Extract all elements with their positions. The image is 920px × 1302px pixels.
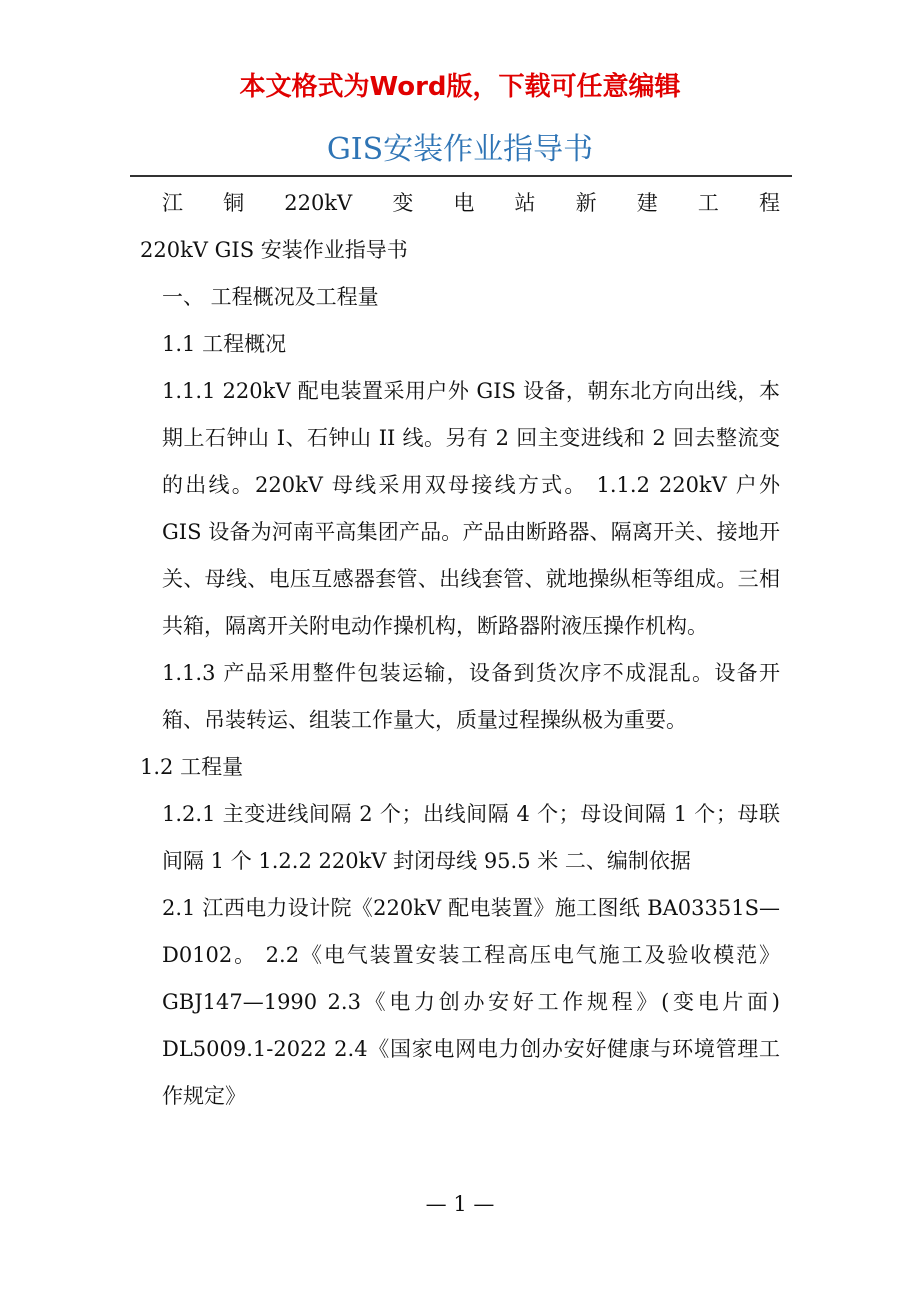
intro-char: 建 — [636, 191, 658, 215]
paragraph-1-2-1: 1.2.1 主变进线间隔 2 个；出线间隔 4 个；母设间隔 1 个；母联间隔 1 个 1.2.2 220kV 封闭母线 95.5 米 二、编制依据 — [162, 802, 780, 873]
intro-char: 程 — [758, 191, 780, 215]
intro-char: 电 — [453, 191, 475, 215]
intro-char: 工 — [697, 191, 719, 215]
intro-char: 变 — [392, 191, 414, 215]
intro-char: 新 — [575, 191, 597, 215]
format-banner: 本文格式为Word版，下载可任意编辑 — [239, 72, 681, 102]
title-divider — [130, 175, 792, 177]
intro-char: 铜 — [223, 191, 245, 215]
intro-line-1 — [140, 180, 780, 227]
intro-char: 江 — [162, 191, 183, 215]
paragraph-1-1-3: 1.1.3 产品采用整件包装运输，设备到货次序不成混乱。设备开箱、吊装转运、组装工作量大，质量过程操纵极为重要。 — [162, 661, 780, 732]
document-title: GIS安装作业指导书 — [326, 132, 594, 167]
paragraph-1-1-1: 1.1.1 220kV 配电装置采用户外 GIS 设备，朝东北方向出线，本期上石钟山 I、石钟山 II 线。另有 2 回主变进线和 2 回去整流变的出线。220kV 母线采用双母接线方式。 1.1.2 220kV 户外 GIS 设备为河南平高集团产品。产品由断路器、隔离开关、接地开关、母线、电压互感器套管、出线套管、就地操纵柜等组成。三相共箱，隔离开关附电动作操机构，断路器附液压操作机构。 — [162, 379, 780, 638]
section-heading-1: 一、 工程概况及工程量 — [162, 285, 379, 309]
intro-char: 220kV — [284, 191, 353, 215]
page-number: — 1 — — [425, 1192, 495, 1216]
section-heading-1-1: 1.1 工程概况 — [162, 332, 287, 356]
paragraph-2-1: 2.1 江西电力设计院《220kV 配电装置》施工图纸 BA03351S—D0102。 2.2《电气装置安装工程高压电气施工及验收模范》 GBJ147—1990 2.3《电力创办安好工作规程》(变电片面) DL5009.1-2022 2.4《国家电网电力创办安好健康与环境管理工作规定》 — [162, 896, 780, 1108]
intro-char: 站 — [514, 191, 536, 215]
document-body — [140, 180, 780, 1120]
intro-line-2: 220kV GIS 安装作业指导书 — [140, 238, 408, 262]
section-heading-1-2: 1.2 工程量 — [140, 755, 244, 779]
